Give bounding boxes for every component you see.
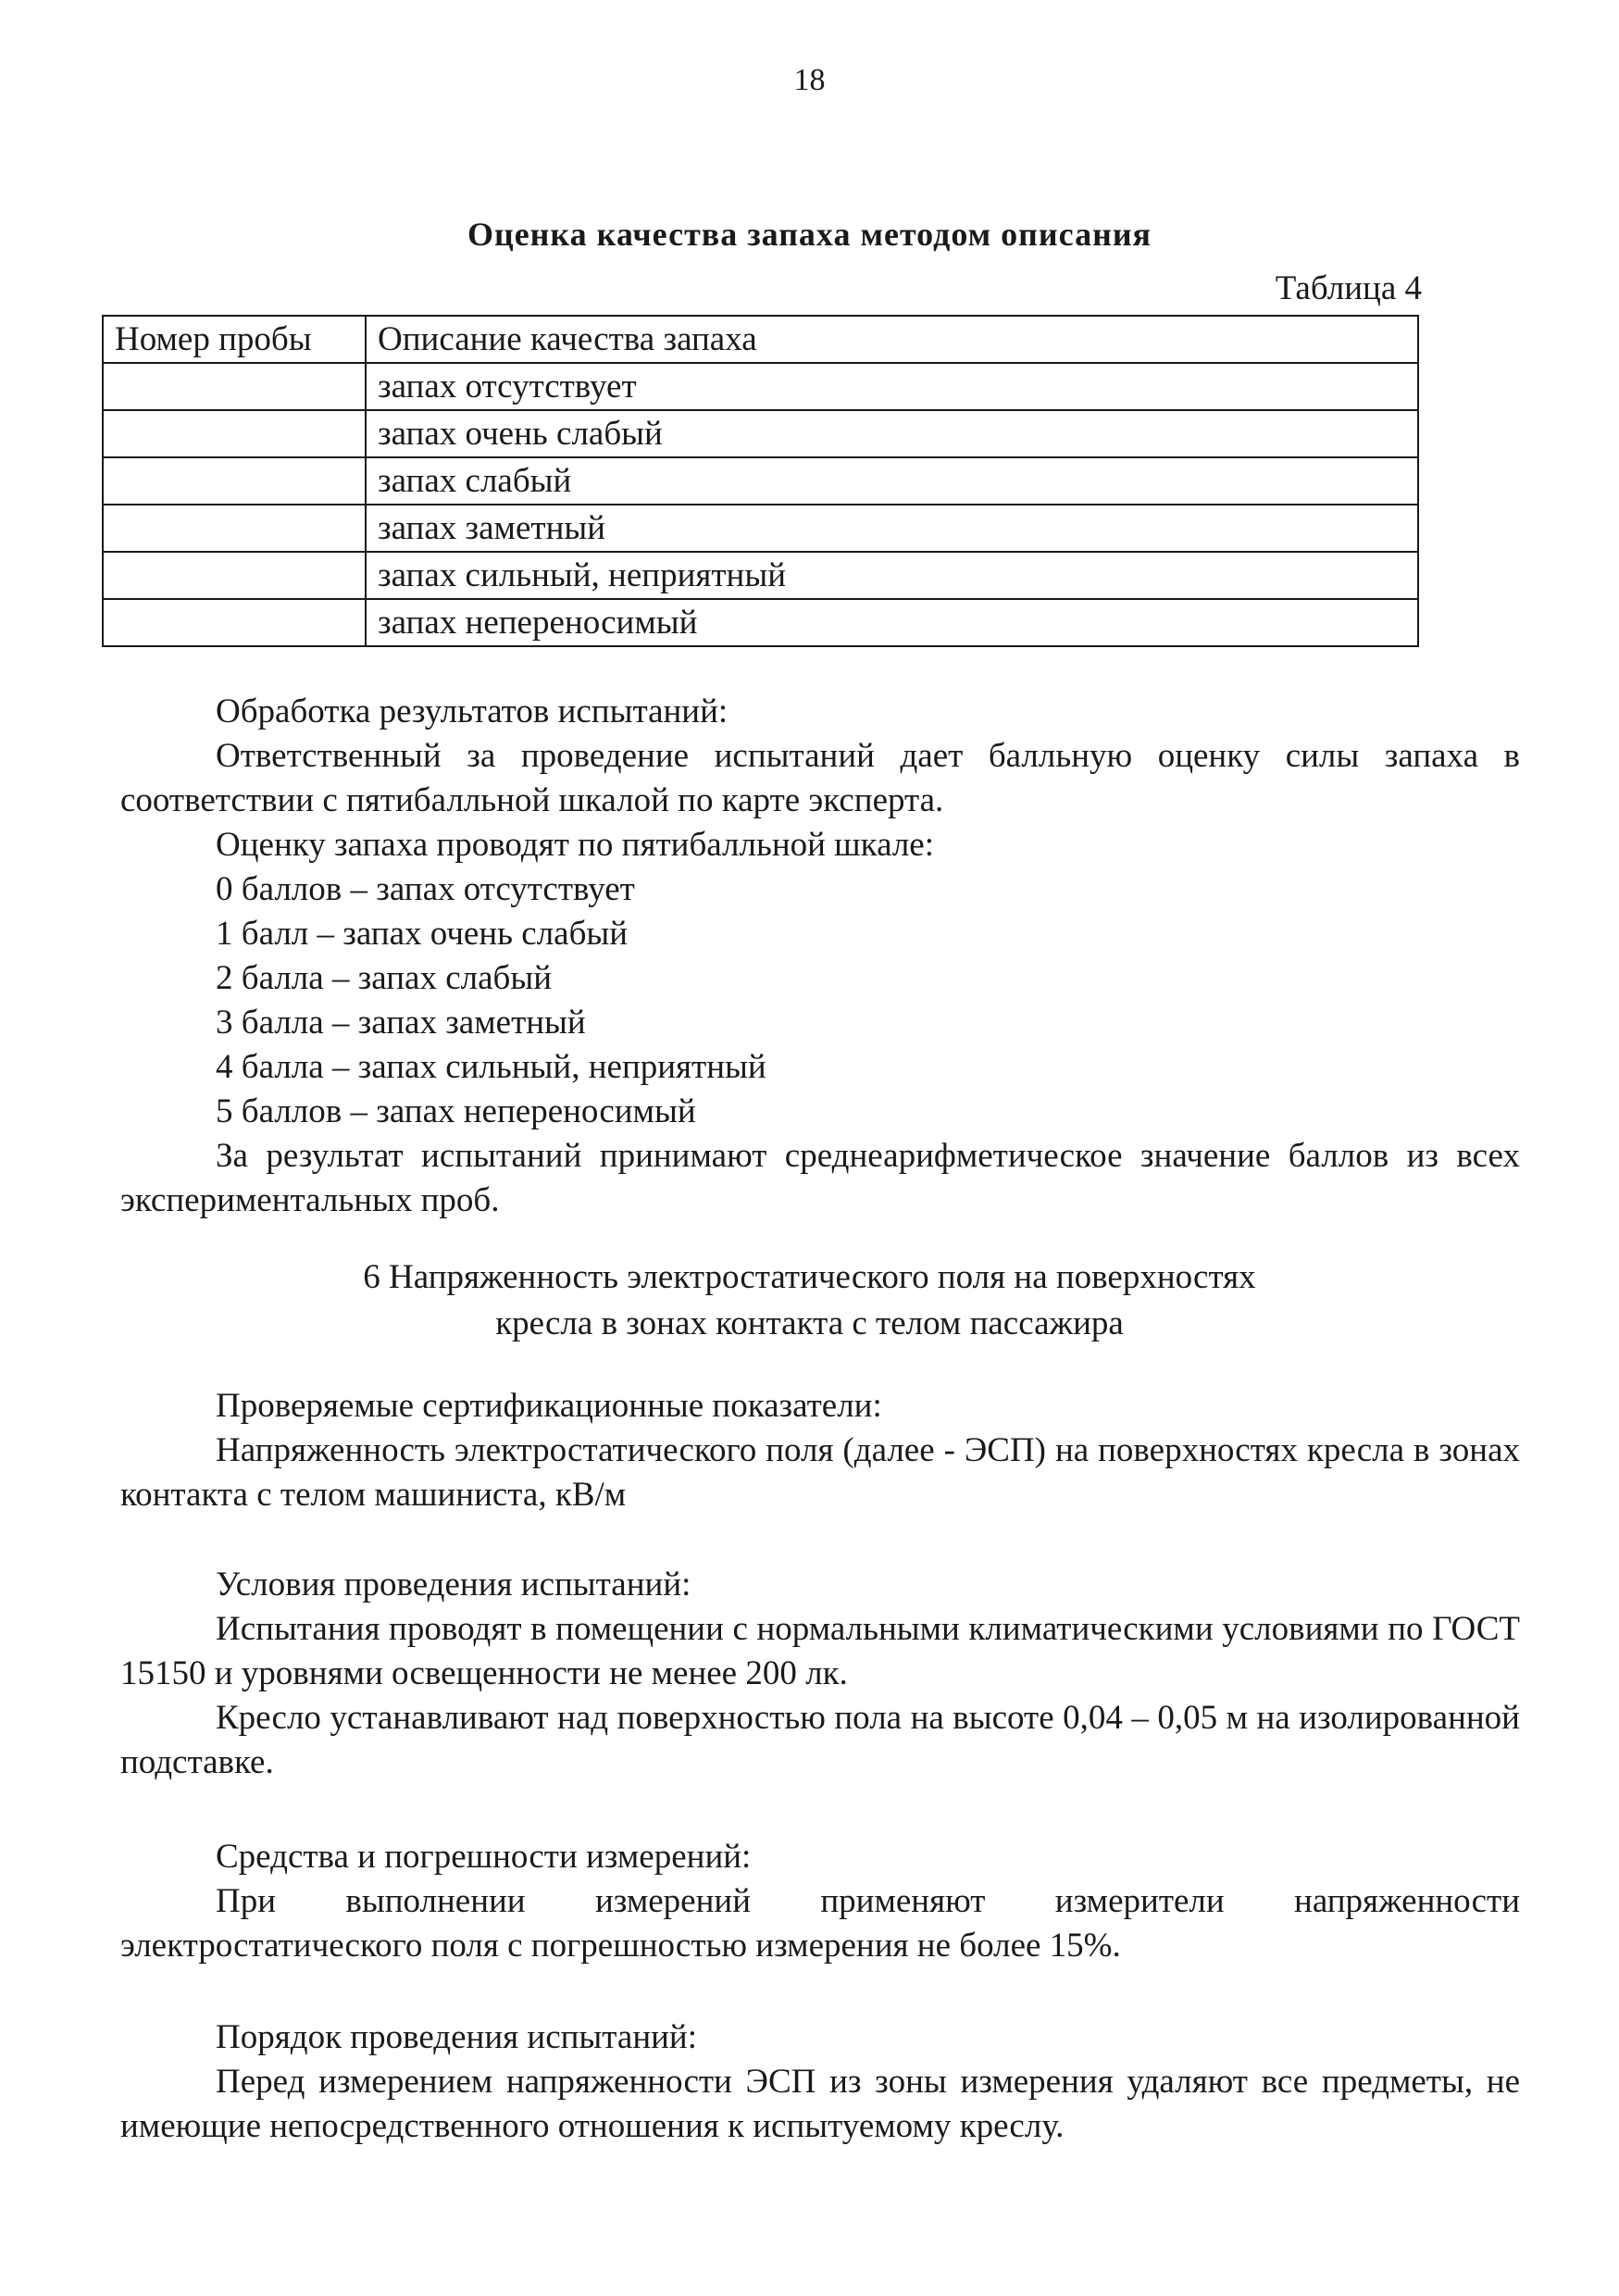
procedure-block xyxy=(120,2015,1520,2149)
header-sample-number: Номер пробы xyxy=(103,316,366,363)
processing-block xyxy=(120,690,1520,1223)
conditions-paragraph: Кресло устанавливают над поверхностью пола на высоте 0,04 – 0,05 м на изолированной подставке. xyxy=(120,1699,1520,1781)
section-6-heading-line1: 6 Напряженность электростатического поля на поверхностях xyxy=(363,1258,1256,1296)
indicators-heading: Проверяемые сертификационные показатели: xyxy=(216,1387,882,1425)
cell-sample-number xyxy=(103,410,366,457)
cell-sample-number xyxy=(103,505,366,552)
indicators-text: Напряженность электростатического поля (далее - ЭСП) на поверхностях кресла в зонах контакта с телом машиниста, кВ/м xyxy=(120,1431,1520,1514)
cell-odor-description: запах заметный xyxy=(366,505,1418,552)
indicators-block xyxy=(120,1384,1520,1517)
cell-sample-number xyxy=(103,599,366,646)
scale-item: 1 балл – запах очень слабый xyxy=(216,915,629,953)
processing-paragraph: Ответственный за проведение испытаний дает балльную оценку силы запаха в соответствии с пятибалльной шкалой по карте эксперта. xyxy=(120,737,1520,819)
table-row xyxy=(103,363,1418,410)
cell-odor-description: запах непереносимый xyxy=(366,599,1418,646)
means-block xyxy=(120,1835,1520,1968)
table-row xyxy=(103,457,1418,505)
table-row xyxy=(103,552,1418,599)
header-odor-description: Описание качества запаха xyxy=(366,316,1418,363)
table-header-row xyxy=(103,316,1418,363)
scale-item: 2 балла – запах слабый xyxy=(216,959,552,997)
page-number: 18 xyxy=(793,63,826,97)
procedure-heading: Порядок проведения испытаний: xyxy=(216,2018,698,2056)
scale-item: 4 балла – запах сильный, неприятный xyxy=(216,1048,766,1086)
section-6-heading xyxy=(0,1254,1619,1347)
cell-sample-number xyxy=(103,363,366,410)
means-text: При выполнении измерений применяют измерители напряженности электростатического поля с погрешностью измерения не более 15%. xyxy=(120,1882,1520,1965)
conditions-paragraph: Испытания проводят в помещении с нормальными климатическими условиями по ГОСТ 15150 и уровнями освещенности не менее 200 лк. xyxy=(120,1610,1520,1692)
processing-heading: Обработка результатов испытаний: xyxy=(216,693,729,730)
table-row xyxy=(103,599,1418,646)
section-6-heading-line2: кресла в зонах контакта с телом пассажира xyxy=(495,1304,1124,1342)
result-paragraph: За результат испытаний принимают среднеарифметическое значение баллов из всех экспериментальных проб. xyxy=(120,1137,1520,1219)
cell-odor-description: запах отсутствует xyxy=(366,363,1418,410)
table-label: Таблица 4 xyxy=(1275,269,1422,307)
cell-sample-number xyxy=(103,552,366,599)
cell-sample-number xyxy=(103,457,366,505)
scale-intro: Оценку запаха проводят по пятибалльной шкале: xyxy=(216,826,935,864)
scale-item: 5 баллов – запах непереносимый xyxy=(216,1092,696,1130)
table-row xyxy=(103,410,1418,457)
means-heading: Средства и погрешности измерений: xyxy=(216,1838,752,1876)
scale-item: 3 балла – запах заметный xyxy=(216,1004,586,1042)
section-title: Оценка качества запаха методом описания xyxy=(467,216,1152,253)
conditions-heading: Условия проведения испытаний: xyxy=(216,1566,691,1603)
cell-odor-description: запах слабый xyxy=(366,457,1418,505)
cell-odor-description: запах очень слабый xyxy=(366,410,1418,457)
cell-odor-description: запах сильный, неприятный xyxy=(366,552,1418,599)
scale-item: 0 баллов – запах отсутствует xyxy=(216,870,635,908)
odor-quality-table xyxy=(102,315,1419,647)
conditions-block xyxy=(120,1563,1520,1785)
table-row xyxy=(103,505,1418,552)
procedure-text: Перед измерением напряженности ЭСП из зоны измерения удаляют все предметы, не имеющие непосредственного отношения к испытуемому креслу. xyxy=(120,2063,1520,2145)
